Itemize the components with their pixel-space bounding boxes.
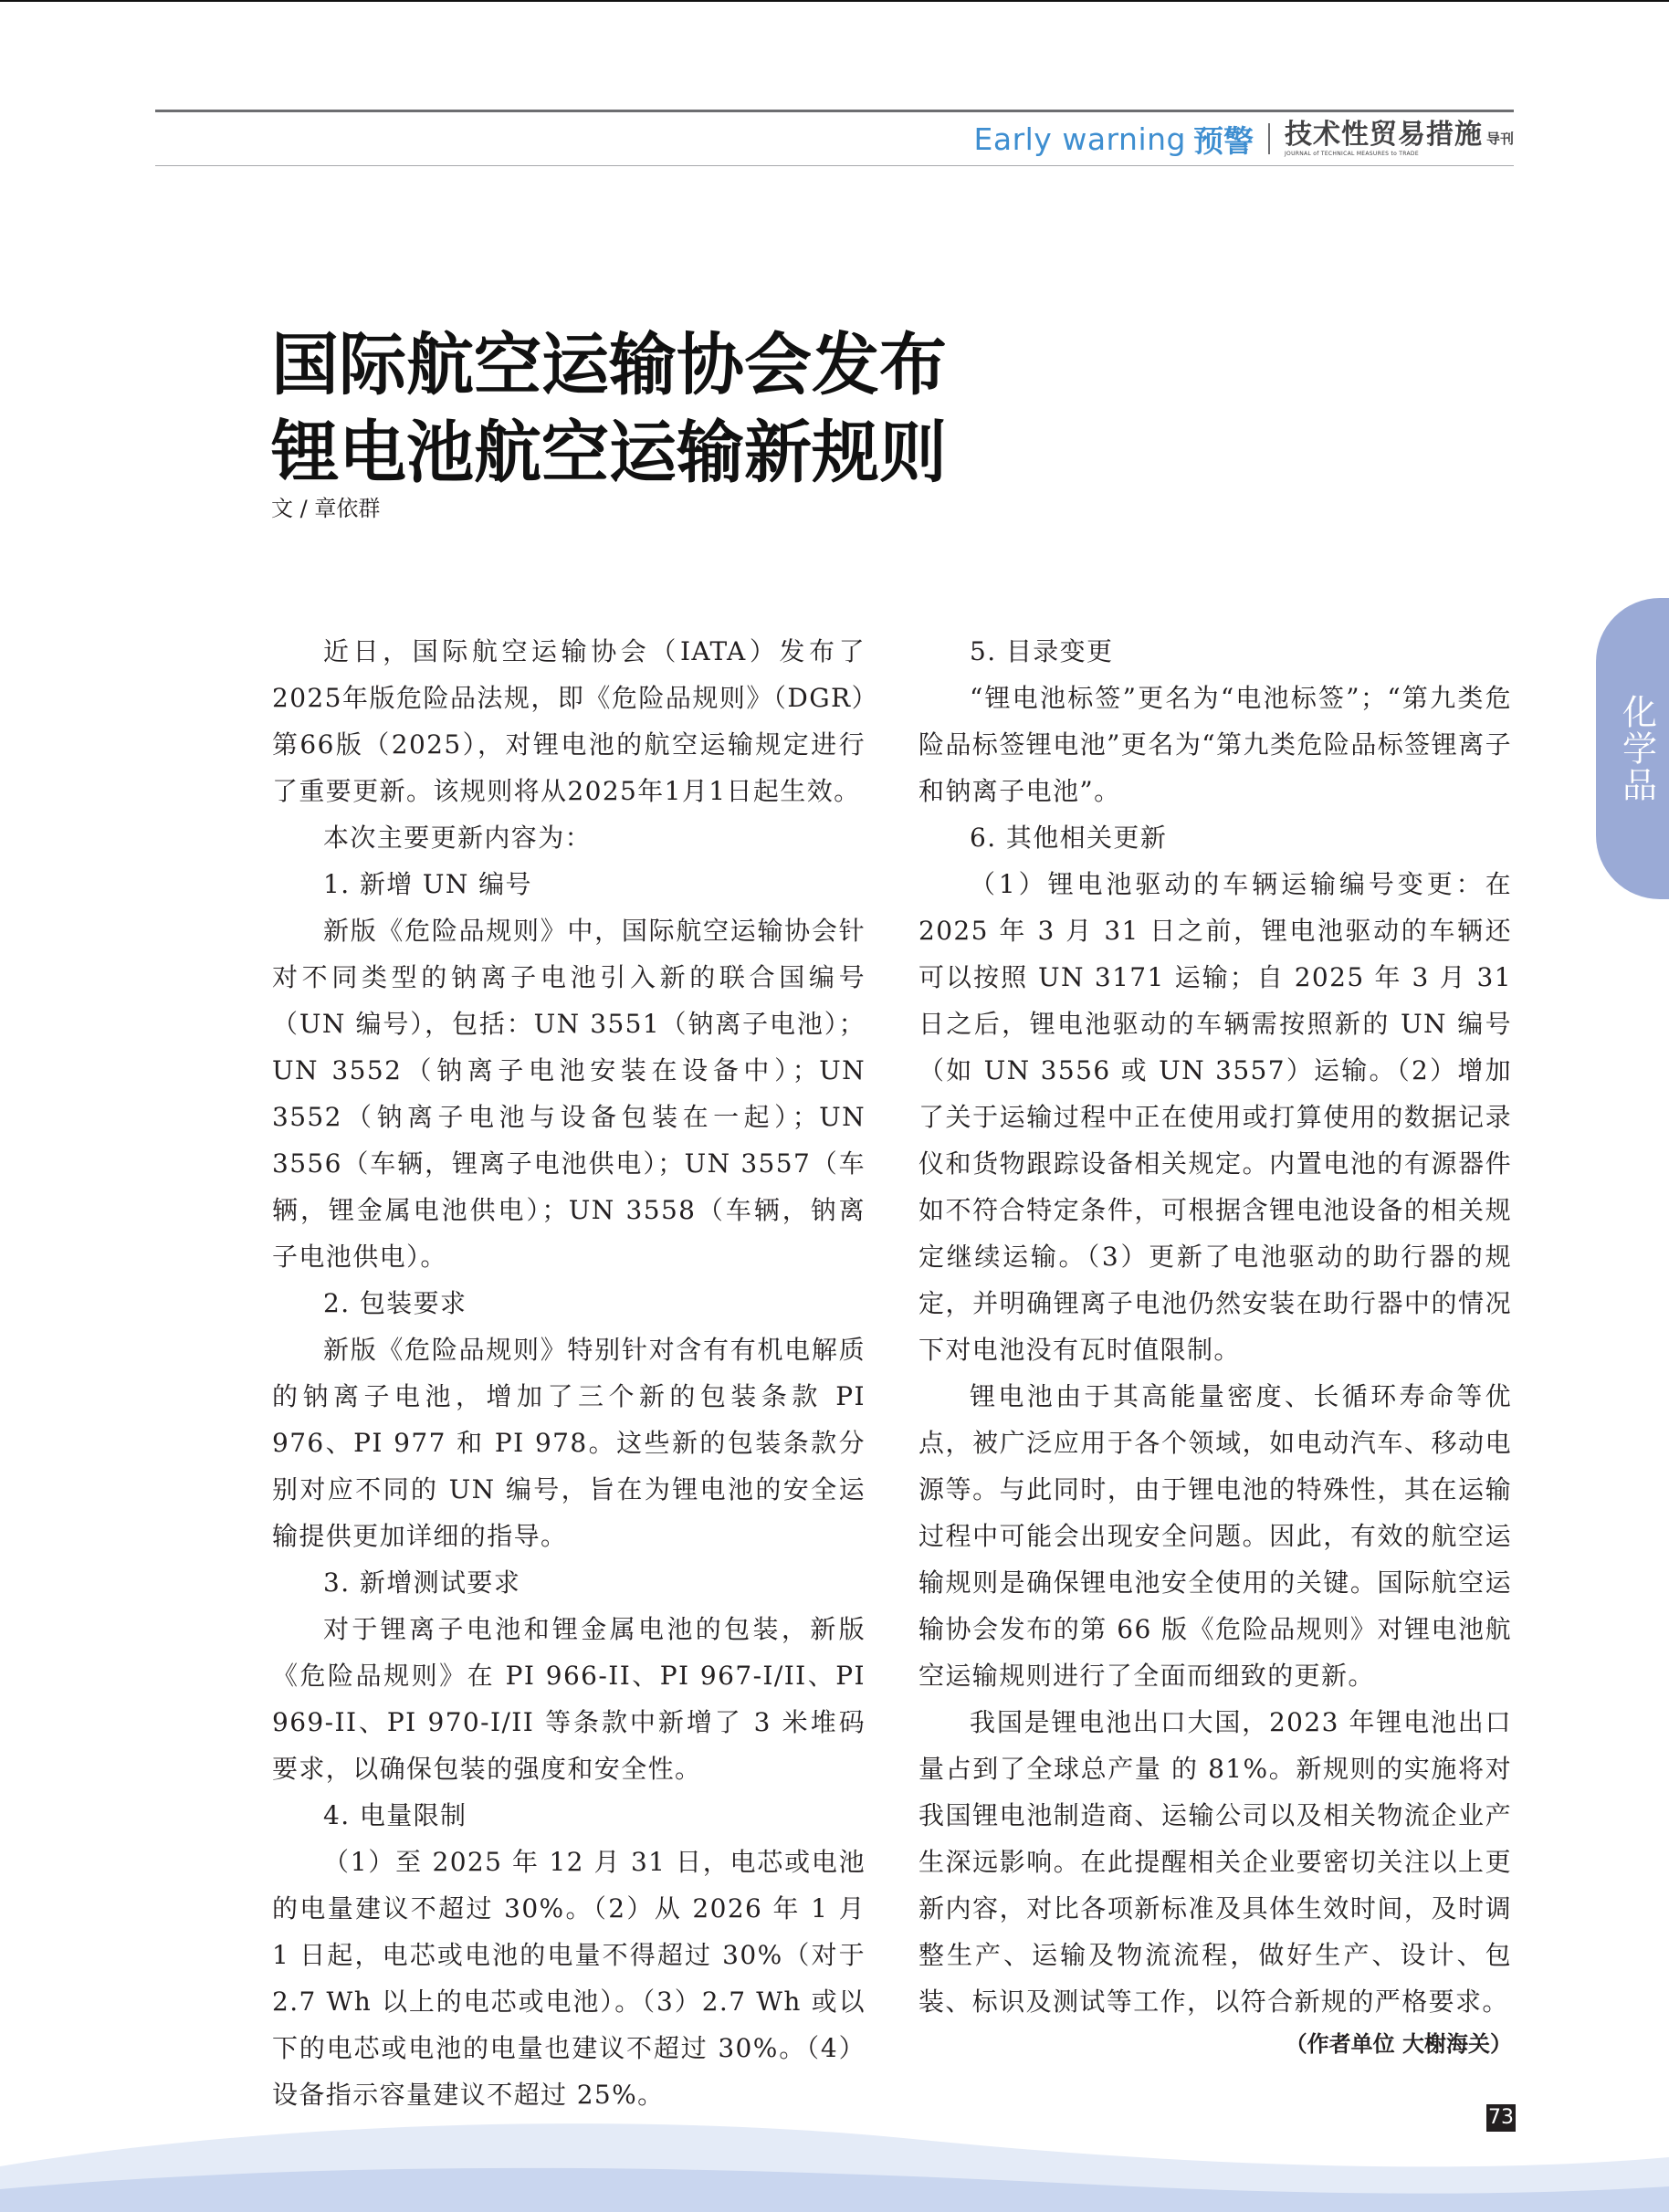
title-line-1: 国际航空运输协会发布 [271,326,947,404]
running-header [974,119,1515,159]
paragraph: 近日，国际航空运输协会（IATA）发布了2025年版危险品法规，即《危险品规则》（DGR）第66版（2025），对锂电池的航空运输规定进行了重要更新。该规则将从2025年1月1日起生效。 [272,636,866,806]
article-title [271,321,1093,497]
bottom-wave-decoration [0,2102,1669,2212]
page-top-border [0,0,1669,2]
magazine-logo [1284,118,1514,157]
header-rule-bottom [155,165,1514,166]
paragraph: “锂电池标签”更名为“电池标签”；“第九类危险品标签锂电池”更名为“第九类危险品标签锂离子和钠离子电池”。 [918,683,1512,806]
paragraph: 我国是锂电池出口大国，2023 年锂电池出口量占到了全球总产量 的 81%。新规则的实施将对我国锂电池制造商、运输公司以及相关物流企业产生深远影响。在此提醒相关企业要密切关注以上更新内容，对比各项新标准及具体生效时间，及时调整生产、运输及物流流程，做好生产、设计、包装、标识及测试等工作，以符合新规的严格要求。 [918,1707,1512,2017]
header-early-warning: Early warning [973,121,1186,157]
author-affiliation: （作者单位 大榭海关） [1285,2031,1512,2057]
magazine-english-name: JOURNAL of TECHNICAL MEASURES to TRADE [1284,150,1419,157]
section-heading: 1. 新增 UN 编号 [323,869,532,899]
section-heading: 6. 其他相关更新 [970,823,1168,853]
header-section-label: 预警 [1192,122,1254,159]
paragraph: 本次主要更新内容为： [323,823,593,853]
page-number: 73 [1486,2104,1516,2132]
title-line-2: 锂电池航空运输新规则 [271,414,947,492]
article-column-left [272,628,866,2118]
header-separator [1268,123,1270,154]
section-heading: 5. 目录变更 [970,636,1114,666]
section-heading: 2. 包装要求 [323,1288,467,1318]
article-byline: 文 / 章依群 [271,496,381,521]
magazine-suffix: 导刊 [1485,130,1514,147]
paragraph: （1）锂电池驱动的车辆运输编号变更：在 2025 年 3 月 31 日之前，锂电池驱动的车辆还可以按照 UN 3171 运输；自 2025 年 3 月 31 日之后，锂电池驱动的车辆需按照新的 UN 编号（如 UN 3556 或 UN 3557）运输。（2）增加了关于运输过程中正在使用或打算使用的数据记录仪和货物跟踪设备相关规定。内置电池的有源器件如不符合特定条件，可根据含锂电池设备的相关规定继续运输。（3）更新了电池驱动的助行器的规定，并明确锂离子电池仍然安装在助行器中的情况下对电池没有瓦时值限制。 [918,869,1512,1365]
paragraph: 对于锂离子电池和锂金属电池的包装，新版《危险品规则》在 PI 966-II、PI 967-I/II、PI 969-II、PI 970-I/II 等条款中新增了 3 米堆码要求，以确保包装的强度和安全性。 [272,1614,866,1784]
section-side-tab [1596,598,1669,899]
article-column-right [918,628,1512,2063]
header-rule-top [155,110,1514,112]
paragraph: （1）至 2025 年 12 月 31 日，电芯或电池的电量建议不超过 30%。（2）从 2026 年 1 月 1 日起，电芯或电池的电量不得超过 30%（对于 2.7 Wh 以上的电芯或电池）。（3）2.7 Wh 或以下的电芯或电池的电量也建议不超过 30%。（4）设备指示容量建议不超过 25%。 [272,1847,866,2110]
paragraph: 新版《危险品规则》特别针对含有有机电解质的钠离子电池，增加了三个新的包装条款 PI 976、PI 977 和 PI 978。这些新的包装条款分别对应不同的 UN 编号，旨在为锂电池的安全运输提供更加详细的指导。 [272,1335,866,1551]
section-heading: 3. 新增测试要求 [323,1567,521,1598]
paragraph: 新版《危险品规则》中，国际航空运输协会针对不同类型的钠离子电池引入新的联合国编号（UN 编号），包括：UN 3551（钠离子电池）；UN 3552（钠离子电池安装在设备中）；UN 3552（钠离子电池与设备包装在一起）；UN 3556（车辆，锂离子电池供电）；UN 3557（车辆，锂金属电池供电）；UN 3558（车辆，钠离子电池供电）。 [272,916,866,1272]
paragraph: 锂电池由于其高能量密度、长循环寿命等优点，被广泛应用于各个领域，如电动汽车、移动电源等。与此同时，由于锂电池的特殊性，其在运输过程中可能会出现安全问题。因此，有效的航空运输规则是确保锂电池安全使用的关键。国际航空运输协会发布的第 66 版《危险品规则》对锂电池航空运输规则进行了全面而细致的更新。 [918,1381,1512,1691]
section-heading: 4. 电量限制 [323,1800,467,1830]
side-tab-label: 化学品 [1616,694,1657,803]
magazine-name: 技术性贸易措施 [1284,118,1483,151]
